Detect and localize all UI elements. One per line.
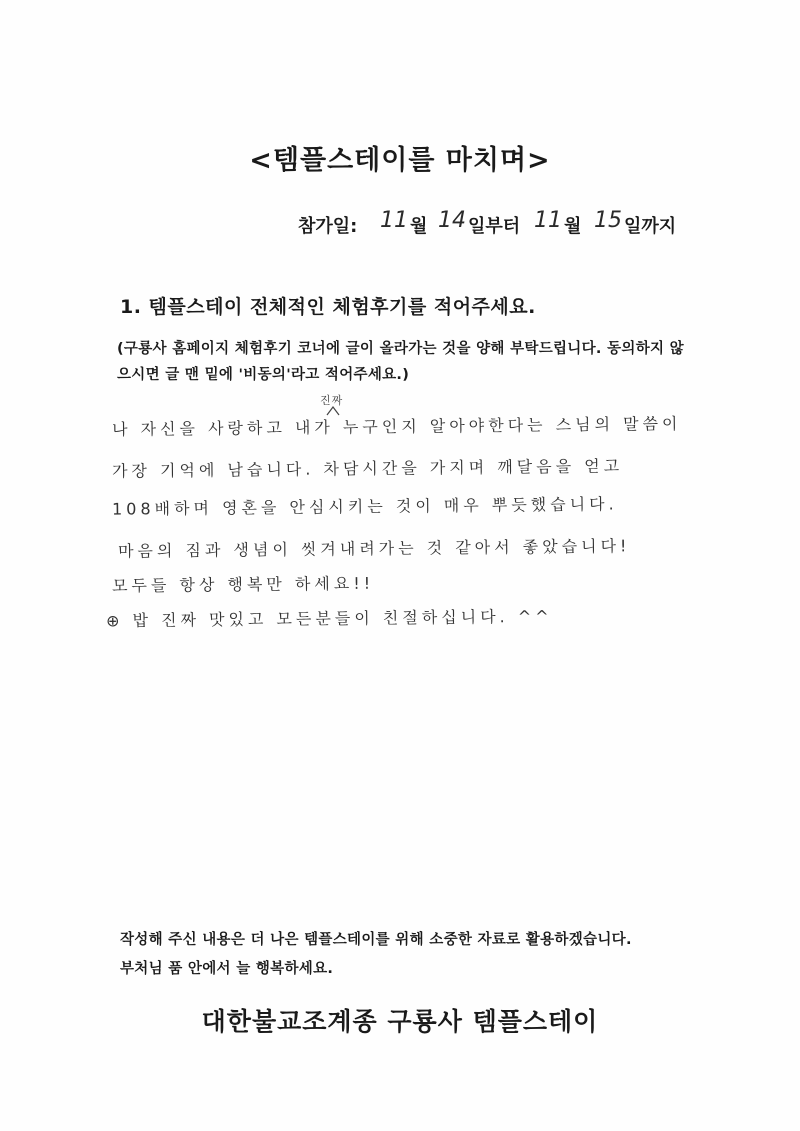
question-consent-note: (구룡사 홈페이지 체험후기 코너에 글이 올라가는 것을 양해 부탁드립니다. 동의하지 않으시면 글 맨 밑에 '비동의'라고 적어주세요.) xyxy=(117,341,684,383)
answer-line: 모두들 항상 행복만 하세요!! xyxy=(111,573,375,596)
footer-note xyxy=(120,926,632,984)
footer-note-line: 작성해 주신 내용은 더 나은 템플스테이를 위해 소중한 자료로 활용하겠습니다. xyxy=(120,932,632,948)
start-day-value: 14 xyxy=(438,208,466,233)
end-day-value: 15 xyxy=(594,208,622,233)
answer-line: 나 자신을 사랑하고 내가 누구인지 알아야한다는 스님의 말씀이 xyxy=(111,414,682,439)
form-title: <템플스테이를 마치며> xyxy=(249,145,551,176)
date-label: 참가일: xyxy=(298,216,358,237)
from-unit: 일부터 xyxy=(468,216,521,237)
answer-line: 108배하며 영혼을 안심시키는 것이 매우 뿌듯했습니다. xyxy=(111,494,618,519)
organization-name: 대한불교조계종 구룡사 템플스테이 xyxy=(201,1007,599,1036)
start-month-value: 11 xyxy=(380,208,408,233)
footer-note-line: 부처님 품 안에서 늘 행복하세요. xyxy=(120,961,334,977)
month-unit-2: 월 xyxy=(564,216,582,237)
inserted-word: 진짜 xyxy=(320,394,344,407)
answer-line: ⊕ 밥 진짜 맛있고 모든분들이 친절하십니다. ^^ xyxy=(105,606,553,631)
end-month-value: 11 xyxy=(534,208,562,233)
question-title: 1. 템플스테이 전체적인 체험후기를 적어주세요. xyxy=(120,296,536,318)
answer-line: 가장 기억에 남습니다. 차담시간을 가지며 깨달음을 얻고 xyxy=(111,456,624,481)
answer-line: 마음의 짐과 생념이 씻겨내려가는 것 같아서 좋았습니다! xyxy=(117,536,631,561)
month-unit-1: 월 xyxy=(410,216,428,237)
until-unit: 일까지 xyxy=(624,216,677,237)
